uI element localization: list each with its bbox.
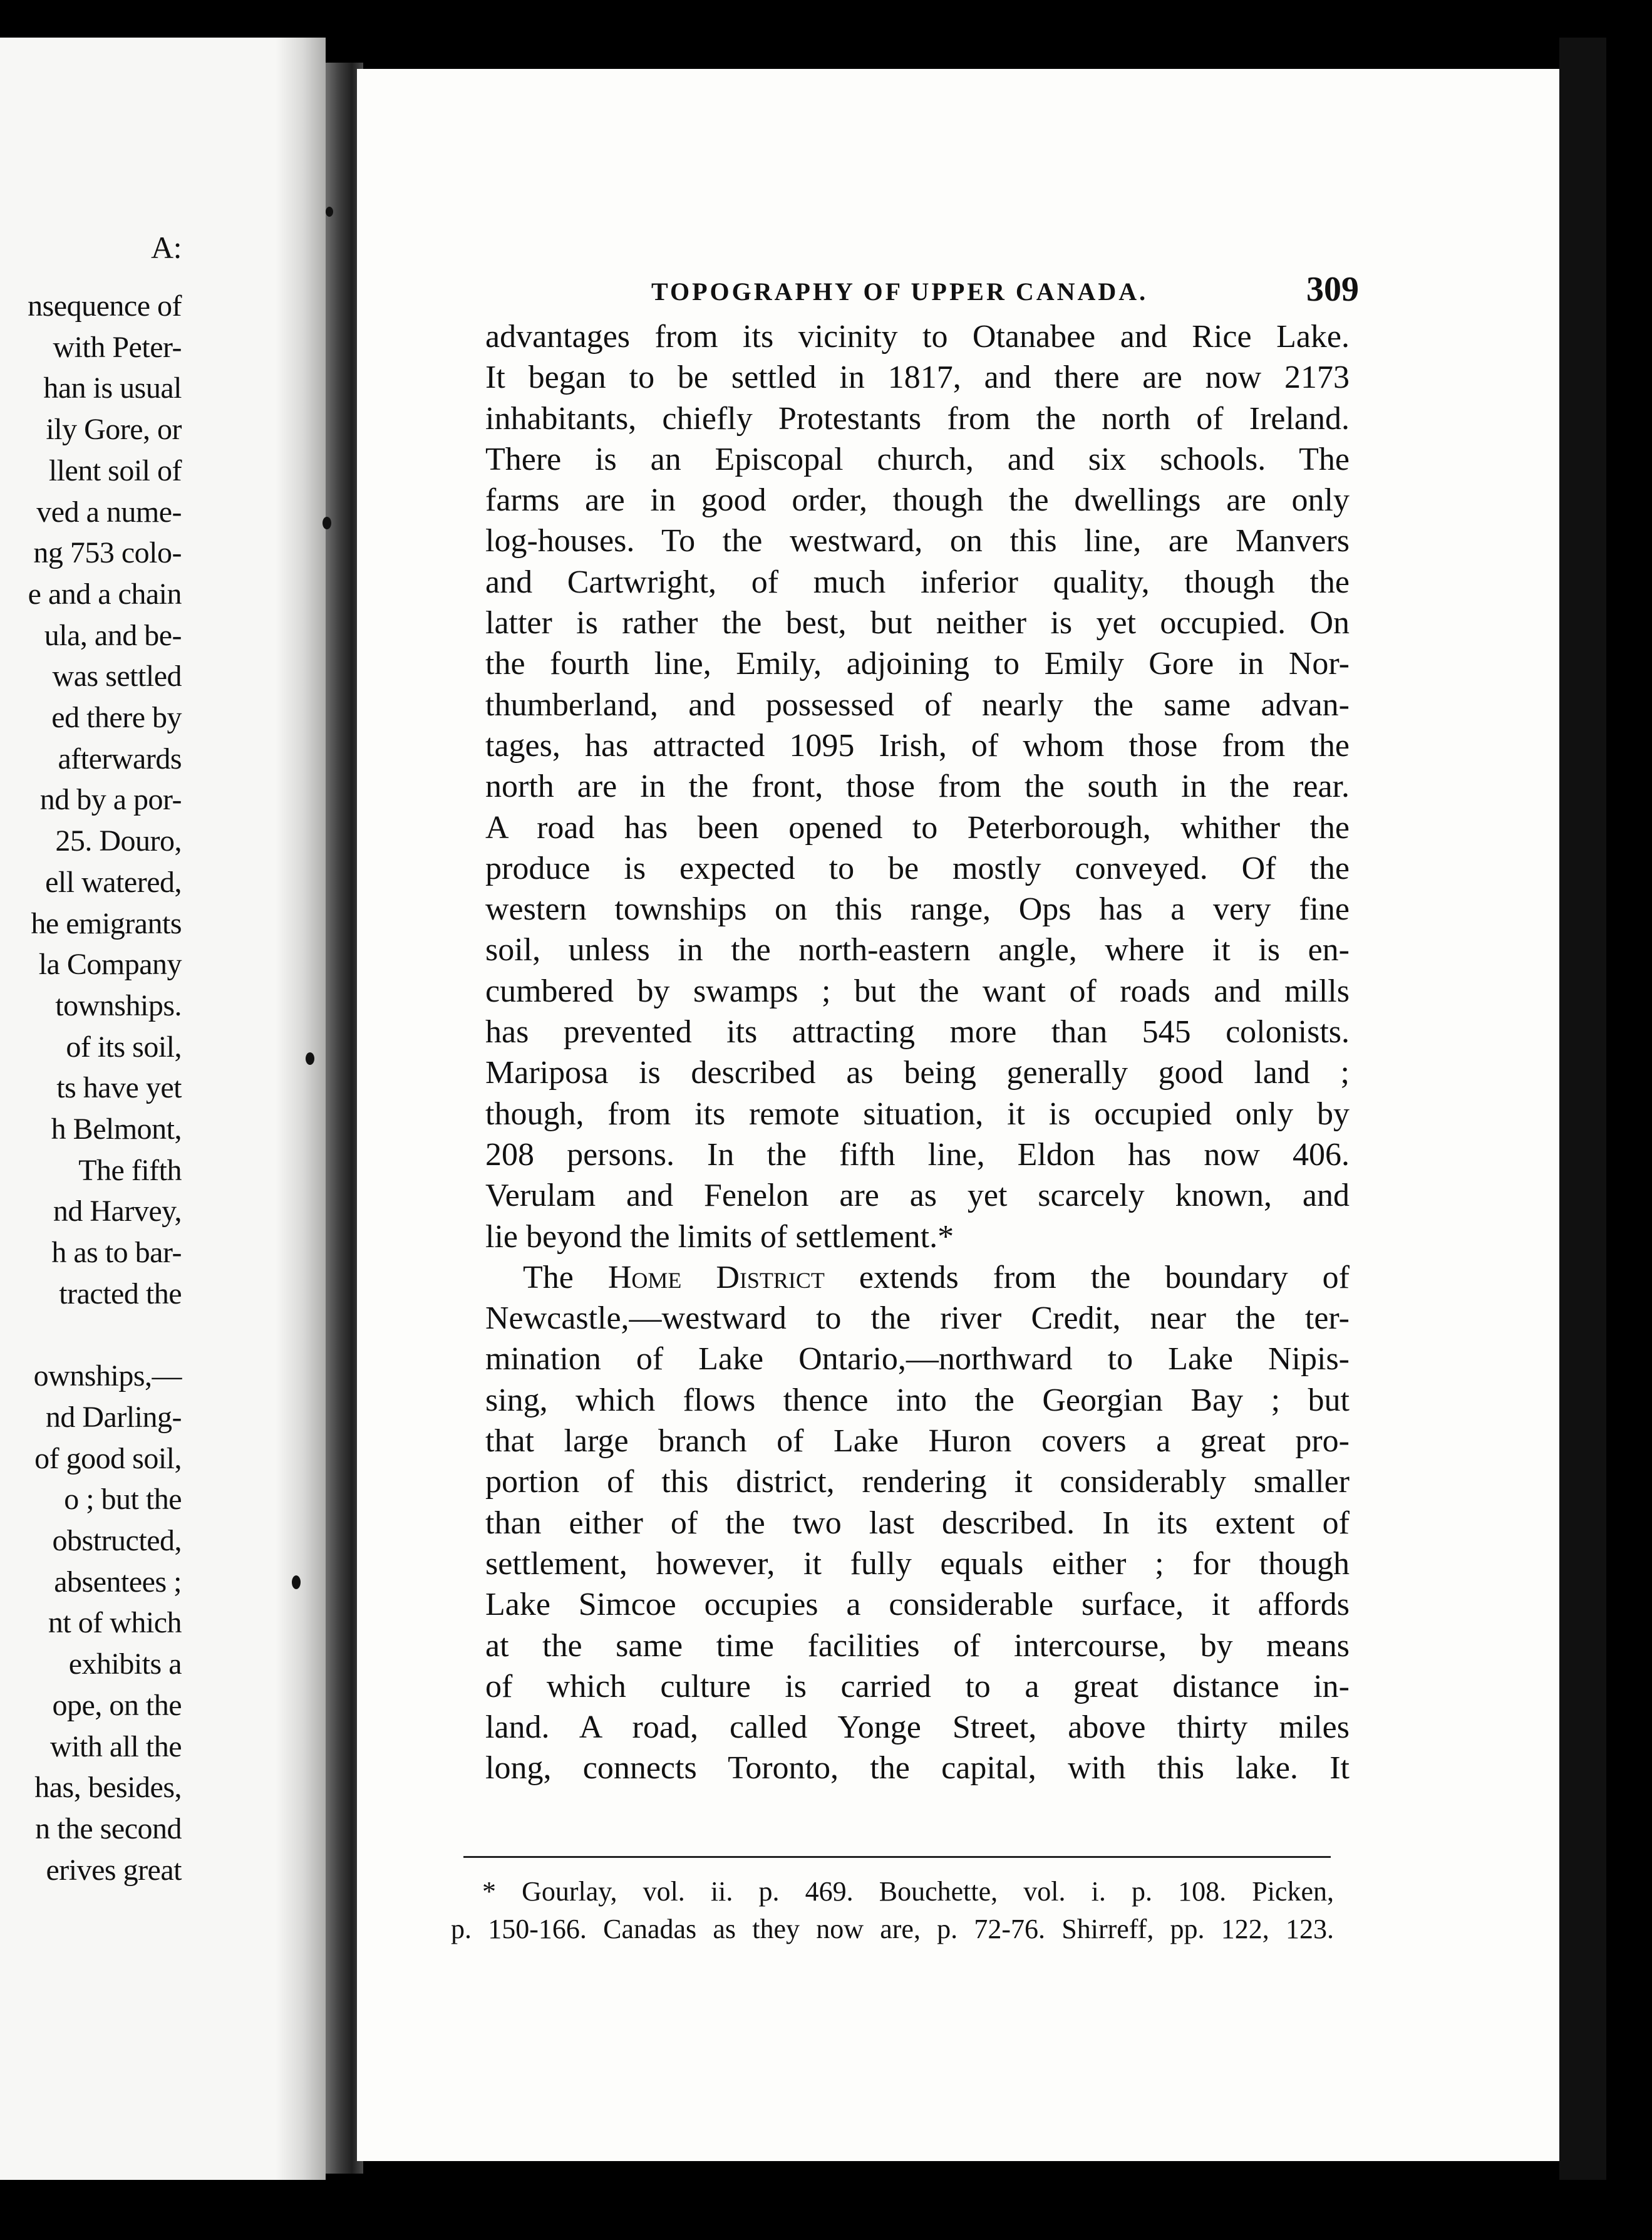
text-line: A road has been opened to Peterborough, whither the <box>485 809 1350 846</box>
text-line: Verulam and Fenelon are as yet scarcely known, and <box>485 1178 1350 1214</box>
left-page-line: e and a chain <box>28 577 182 611</box>
left-page-line: ved a nume- <box>36 495 182 529</box>
text-line: tages, has attracted 1095 Irish, of whom those from the <box>485 727 1350 764</box>
running-head: TOPOGRAPHY OF UPPER CANADA. <box>651 277 1149 306</box>
left-page-line: he emigrants <box>31 906 182 940</box>
text-line: latter is rather the best, but neither is yet occupied. On <box>485 605 1350 641</box>
text-line: has prevented its attracting more than 545 colonists. <box>485 1014 1350 1050</box>
left-page-line: ed there by <box>51 701 182 734</box>
text-line: advantages from its vicinity to Otanabee and Rice Lake. <box>485 319 1350 355</box>
left-page-line: was settled <box>52 660 182 693</box>
binding-mark <box>306 1052 314 1065</box>
text-line: settlement, however, it fully equals either ; for though <box>485 1545 1350 1582</box>
left-page-line: erives great <box>46 1853 182 1887</box>
footnote-rule <box>463 1856 1331 1858</box>
right-page-edge <box>1559 38 1606 2180</box>
text-line: western townships on this range, Ops has a very fine <box>485 891 1350 928</box>
left-page-line: townships. <box>55 988 182 1022</box>
left-page-line: 25. Douro, <box>55 824 182 858</box>
text-line: land. A road, called Yonge Street, above thirty miles <box>485 1709 1350 1746</box>
text-line: the fourth line, Emily, adjoining to Emily Gore in Nor- <box>485 646 1350 682</box>
text-line: lie beyond the limits of settlement.* <box>485 1218 954 1255</box>
left-page-line: ope, on the <box>52 1688 182 1722</box>
left-page-line: ts have yet <box>56 1071 182 1105</box>
left-page-line: nsequence of <box>28 289 182 323</box>
text-line: It began to be settled in 1817, and there are now 2173 <box>485 360 1350 396</box>
text-line: There is an Episcopal church, and six schools. The <box>485 441 1350 477</box>
left-page-line: ng 753 colo- <box>33 536 182 570</box>
text-line <box>485 1257 1350 1298</box>
binding-mark <box>323 517 331 529</box>
text-line: mination of Lake Ontario,—northward to Lake Nipis- <box>485 1341 1350 1377</box>
paragraph-2 <box>485 1298 1350 1789</box>
text-line: produce is expected to be mostly conveyed. Of the <box>485 850 1350 886</box>
left-page-line: o ; but the <box>64 1483 182 1517</box>
text-line: of which culture is carried to a great distance in- <box>485 1668 1350 1704</box>
left-page-line: n the second <box>35 1812 182 1845</box>
text-line: that large branch of Lake Huron covers a great pro- <box>485 1423 1350 1460</box>
text-line: Mariposa is described as being generally good land ; <box>485 1055 1350 1091</box>
paragraph-1 <box>485 316 1350 1257</box>
text-line: Newcastle,—westward to the river Credit, near the ter- <box>485 1300 1350 1337</box>
left-page-line: with Peter- <box>53 330 182 364</box>
text-line: though, from its remote situation, it is occupied only by <box>485 1096 1350 1132</box>
binding-mark <box>326 207 333 217</box>
left-page-line: The fifth <box>78 1153 182 1187</box>
left-page-line: of its soil, <box>66 1030 182 1064</box>
left-page-line: h Belmont, <box>51 1112 182 1146</box>
text-line: inhabitants, chiefly Protestants from the north of Ireland. <box>485 400 1350 437</box>
home-district-label: Home District <box>607 1259 825 1295</box>
text-line: 208 persons. In the fifth line, Eldon has now 406. <box>485 1136 1350 1173</box>
left-page-line: with all the <box>50 1729 182 1763</box>
left-page-line: nt of which <box>48 1606 182 1640</box>
binding-mark <box>292 1575 301 1589</box>
left-page-line: tracted the <box>59 1277 182 1310</box>
text-line: cumbered by swamps ; but the want of roads and mills <box>485 973 1350 1009</box>
left-page-line: absentees ; <box>54 1565 182 1599</box>
main-text <box>485 316 1350 1789</box>
left-page-line: ula, and be- <box>44 618 182 652</box>
text-line: log-houses. To the westward, on this line, are Manvers <box>485 523 1350 559</box>
text-line: Lake Simcoe occupies a considerable surface, it affords <box>485 1587 1350 1623</box>
left-page-line: ell watered, <box>45 865 182 899</box>
left-page-line: la Company <box>38 948 182 982</box>
left-page-line: llent soil of <box>48 454 182 487</box>
footnote-line: * Gourlay, vol. ii. p. 469. Bouchette, vol. i. p. 108. Picken, <box>482 1876 1334 1907</box>
text-line: thumberland, and possessed of nearly the same advan- <box>485 687 1350 723</box>
left-page-line: afterwards <box>58 742 182 775</box>
text-line: portion of this district, rendering it considerably smaller <box>485 1464 1350 1500</box>
left-page-line: han is usual <box>43 371 182 405</box>
text-line: north are in the front, those from the south in the rear. <box>485 769 1350 805</box>
left-page-line: h as to bar- <box>51 1236 182 1270</box>
footnote <box>451 1873 1334 1948</box>
page-number: 309 <box>1306 270 1359 309</box>
text-line: long, connects Toronto, the capital, with this lake. It <box>485 1750 1350 1786</box>
left-page-line: has, besides, <box>34 1771 182 1805</box>
text-line: sing, which flows thence into the Georgian Bay ; but <box>485 1382 1350 1418</box>
left-page-line: A: <box>151 230 182 265</box>
left-page-line: ownships,— <box>33 1359 182 1393</box>
paragraph-2-lead-rest: extends from the boundary of <box>824 1259 1350 1295</box>
text-line: soil, unless in the north-eastern angle, where it is en- <box>485 932 1350 968</box>
left-page-line: obstructed, <box>52 1524 182 1557</box>
footnote-line: p. 150-166. Canadas as they now are, p. 72-76. Shirreff, pp. 122, 123. <box>451 1914 1334 1944</box>
page-header <box>651 269 1359 313</box>
left-page-line: nd Harvey, <box>53 1195 182 1228</box>
text-line: at the same time facilities of intercourse, by means <box>485 1627 1350 1664</box>
text-line: and Cartwright, of much inferior quality, though the <box>485 564 1350 600</box>
paragraph-2-lead: The <box>523 1259 608 1295</box>
left-page-line: nd Darling- <box>45 1400 182 1434</box>
text-line: than either of the two last described. In its extent of <box>485 1505 1350 1541</box>
left-page-line: exhibits a <box>68 1647 182 1681</box>
left-page-line: of good soil, <box>34 1441 182 1475</box>
left-page-line: ily Gore, or <box>46 413 182 447</box>
left-page-line: nd by a por- <box>39 783 182 817</box>
text-line: farms are in good order, though the dwellings are only <box>485 482 1350 519</box>
